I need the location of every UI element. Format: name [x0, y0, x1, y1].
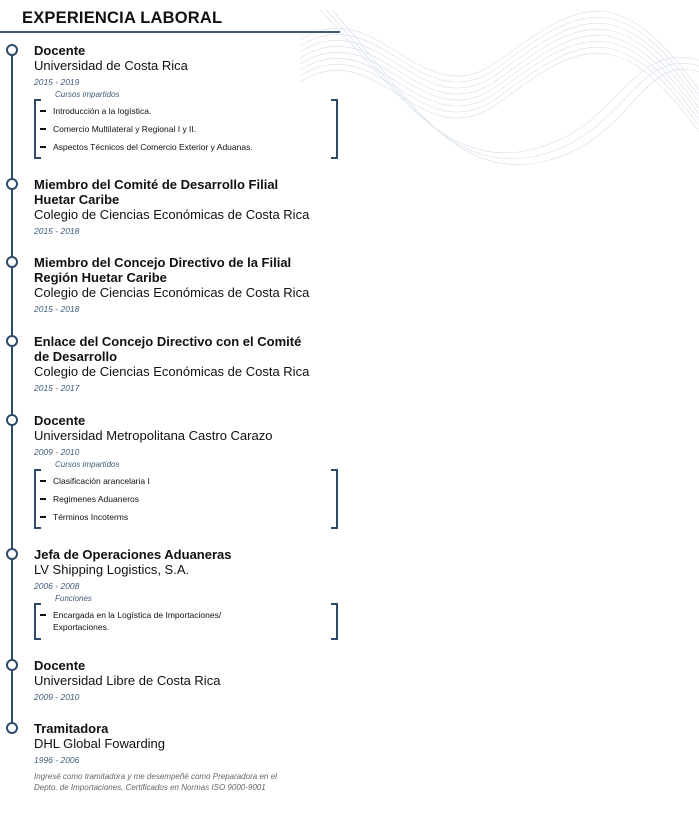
job-entry	[34, 413, 354, 457]
job-entry	[34, 547, 354, 591]
job-entry	[34, 43, 354, 87]
job-description: Ingresé como tramitadora y me desempeñé como Preparadora en el Depto. de Importaciones, Certificados en Normas ISO 9000-9001	[34, 772, 277, 792]
job-organization: Colegio de Ciencias Económicas de Costa Rica	[34, 285, 310, 300]
section-title-rule	[0, 31, 340, 33]
timeline-node	[6, 335, 18, 347]
timeline-node	[6, 659, 18, 671]
job-title: Jefa de Operaciones Aduaneras	[34, 547, 232, 562]
job-entry	[34, 658, 354, 702]
job-organization: Universidad Metropolitana Castro Carazo	[34, 428, 273, 443]
job-dates: 2015 - 2019	[34, 77, 80, 87]
box-label: Cursos impartidos	[55, 90, 120, 99]
job-entry	[34, 255, 354, 314]
job-organization: Universidad Libre de Costa Rica	[34, 673, 221, 688]
job-dates: 2015 - 2017	[34, 383, 80, 393]
timeline-node	[6, 256, 18, 268]
section-title: EXPERIENCIA LABORAL	[22, 9, 223, 27]
job-dates: 2006 - 2008	[34, 581, 80, 591]
list-item: Aspectos Técnicos del Comercio Exterior y Aduanas.	[40, 141, 330, 153]
job-title: Tramitadora	[34, 721, 109, 736]
list-item: Regimenes Aduaneros	[40, 493, 330, 505]
job-organization: DHL Global Fowarding	[34, 736, 166, 751]
list-item: Comercio Multilateral y Regional I y II.	[40, 123, 330, 135]
job-dates: 2009 - 2010	[34, 447, 80, 457]
box-label: Funciones	[55, 594, 92, 603]
job-entry	[34, 721, 354, 765]
job-title: Miembro del Concejo Directivo de la Filial Región Huetar Caribe	[34, 255, 292, 285]
decorative-wave-pattern	[300, 0, 699, 200]
timeline-node	[6, 722, 18, 734]
list-item: Introducción a la logística.	[40, 105, 330, 117]
job-title: Miembro del Comité de Desarrollo Filial Huetar Caribe	[34, 177, 279, 207]
job-title: Docente	[34, 413, 86, 428]
job-title: Docente	[34, 658, 86, 673]
list-item: Términos Incoterms	[40, 511, 330, 523]
list-item: Encargada en la Logística de Importaciones/ Exportaciones.	[40, 609, 330, 633]
courses-box	[36, 90, 338, 159]
job-dates: 2015 - 2018	[34, 226, 80, 236]
job-organization: Colegio de Ciencias Económicas de Costa Rica	[34, 364, 310, 379]
timeline-node	[6, 178, 18, 190]
functions-box	[36, 594, 338, 640]
job-dates: 2015 - 2018	[34, 304, 80, 314]
job-organization: LV Shipping Logistics, S.A.	[34, 562, 190, 577]
courses-box	[36, 460, 338, 529]
job-entry	[34, 177, 354, 236]
job-dates: 1996 - 2006	[34, 755, 80, 765]
job-organization: Universidad de Costa Rica	[34, 58, 188, 73]
job-entry	[34, 334, 354, 393]
timeline-node	[6, 548, 18, 560]
job-title: Enlace del Concejo Directivo con el Comité de Desarrollo	[34, 334, 302, 364]
job-dates: 2009 - 2010	[34, 692, 80, 702]
job-title: Docente	[34, 43, 86, 58]
list-item: Clasificación arancelaria I	[40, 475, 330, 487]
box-label: Cursos impartidos	[55, 460, 120, 469]
timeline-line	[11, 48, 13, 728]
timeline-node	[6, 44, 18, 56]
timeline-node	[6, 414, 18, 426]
job-organization: Colegio de Ciencias Económicas de Costa Rica	[34, 207, 310, 222]
